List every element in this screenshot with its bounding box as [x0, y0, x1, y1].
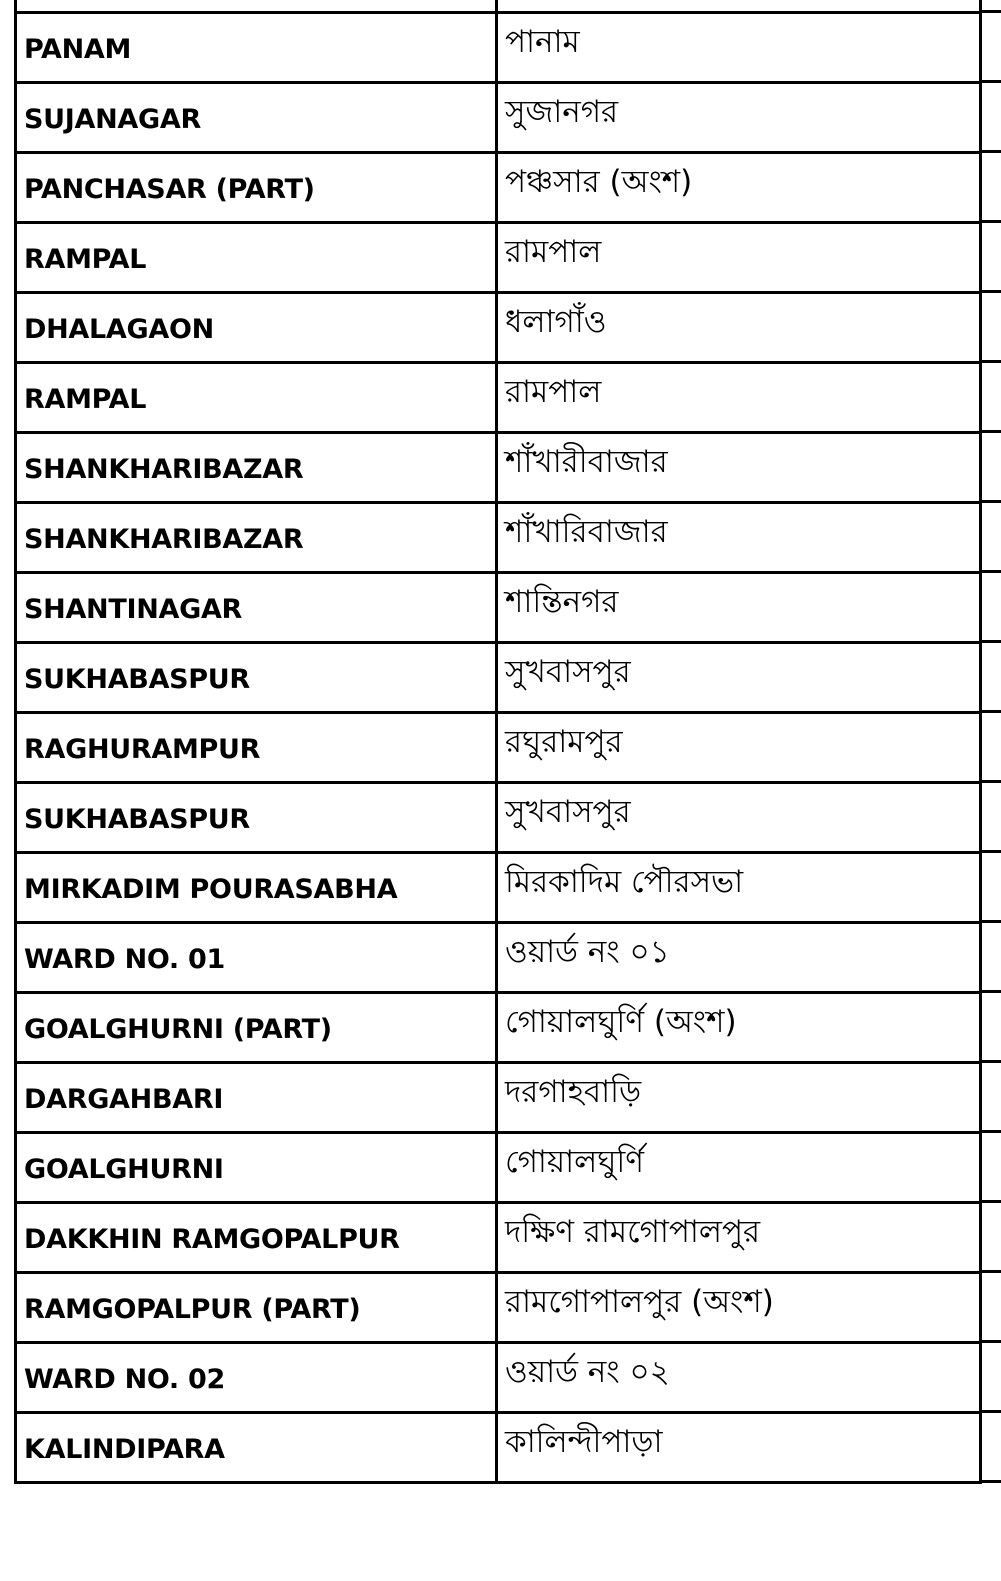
adjacent-column-rule: [979, 500, 1001, 503]
bengali-place-name-cell: ধলাগাঁও: [497, 293, 981, 363]
table-row: [16, 223, 981, 293]
table-row: [16, 783, 981, 853]
adjacent-column-rule: [979, 570, 1001, 573]
english-place-name-cell: RAGHURAMPUR: [16, 713, 497, 783]
english-place-name-cell: SUJANAGAR: [16, 83, 497, 153]
bengali-place-name-cell: পানাম: [497, 13, 981, 83]
english-place-name-cell: GOALGHURNI (PART): [16, 993, 497, 1063]
table-row: [16, 643, 981, 713]
english-place-name-cell: [16, 0, 497, 13]
adjacent-column-rule: [979, 1340, 1001, 1343]
table-row: [16, 1343, 981, 1413]
adjacent-column-rule: [979, 430, 1001, 433]
bengali-place-name-cell: গোয়ালঘুর্ণি: [497, 1133, 981, 1203]
adjacent-column-rule: [979, 1410, 1001, 1413]
english-place-name-cell: MIRKADIM POURASABHA: [16, 853, 497, 923]
adjacent-column-rule: [979, 850, 1001, 853]
adjacent-column-rule: [979, 220, 1001, 223]
english-place-name-cell: SUKHABASPUR: [16, 643, 497, 713]
bengali-place-name-cell: কালিন্দীপাড়া: [497, 1413, 981, 1483]
bengali-place-name-cell: রামপাল: [497, 363, 981, 433]
english-place-name-cell: RAMPAL: [16, 363, 497, 433]
bengali-place-name-cell: গোয়ালঘুর্ণি (অংশ): [497, 993, 981, 1063]
adjacent-column-rule: [979, 780, 1001, 783]
english-place-name-cell: SUKHABASPUR: [16, 783, 497, 853]
bengali-place-name-cell: শাঁখারীবাজার: [497, 433, 981, 503]
adjacent-column-rule: [979, 290, 1001, 293]
adjacent-column-rule: [979, 1480, 1001, 1483]
adjacent-column-rule: [979, 10, 1001, 13]
bengali-place-name-cell: দক্ষিণ রামগোপালপুর: [497, 1203, 981, 1273]
adjacent-column-rule: [979, 1130, 1001, 1133]
bengali-place-name-cell: ওয়ার্ড নং ০১: [497, 923, 981, 993]
table-row: [16, 1063, 981, 1133]
table-row: [16, 1203, 981, 1273]
table-row: [16, 1413, 981, 1483]
english-place-name-cell: GOALGHURNI: [16, 1133, 497, 1203]
bengali-place-name-cell: সুজানগর: [497, 83, 981, 153]
place-name-table: [14, 0, 982, 1484]
english-place-name-cell: DARGAHBARI: [16, 1063, 497, 1133]
english-place-name-cell: DHALAGAON: [16, 293, 497, 363]
english-place-name-cell: RAMGOPALPUR (PART): [16, 1273, 497, 1343]
bengali-place-name-cell: [497, 0, 981, 13]
bengali-place-name-cell: রামগোপালপুর (অংশ): [497, 1273, 981, 1343]
english-place-name-cell: SHANTINAGAR: [16, 573, 497, 643]
english-place-name-cell: PANCHASAR (PART): [16, 153, 497, 223]
english-place-name-cell: WARD NO. 01: [16, 923, 497, 993]
adjacent-column-rule: [979, 150, 1001, 153]
bengali-place-name-cell: শান্তিনগর: [497, 573, 981, 643]
bengali-place-name-cell: রামপাল: [497, 223, 981, 293]
bengali-place-name-cell: মিরকাদিম পৌরসভা: [497, 853, 981, 923]
table-row: [16, 293, 981, 363]
table-row: [16, 0, 981, 13]
table-row: [16, 503, 981, 573]
table-row: [16, 1273, 981, 1343]
table-row: [16, 923, 981, 993]
adjacent-column-rule: [979, 80, 1001, 83]
adjacent-column-rule: [979, 1060, 1001, 1063]
bengali-place-name-cell: শাঁখারিবাজার: [497, 503, 981, 573]
adjacent-column-rule: [979, 990, 1001, 993]
bengali-place-name-cell: ওয়ার্ড নং ০২: [497, 1343, 981, 1413]
english-place-name-cell: DAKKHIN RAMGOPALPUR: [16, 1203, 497, 1273]
bengali-place-name-cell: দরগাহবাড়ি: [497, 1063, 981, 1133]
adjacent-column-rule: [979, 1270, 1001, 1273]
table-row: [16, 83, 981, 153]
table-row: [16, 573, 981, 643]
english-place-name-cell: SHANKHARIBAZAR: [16, 433, 497, 503]
adjacent-column-rule: [979, 920, 1001, 923]
adjacent-column-rule: [979, 640, 1001, 643]
english-place-name-cell: RAMPAL: [16, 223, 497, 293]
bengali-place-name-cell: সুখবাসপুর: [497, 783, 981, 853]
english-place-name-cell: KALINDIPARA: [16, 1413, 497, 1483]
english-place-name-cell: WARD NO. 02: [16, 1343, 497, 1413]
adjacent-column-rule: [979, 360, 1001, 363]
table-row: [16, 433, 981, 503]
table-row: [16, 853, 981, 923]
table-row: [16, 713, 981, 783]
table-row: [16, 13, 981, 83]
table-row: [16, 153, 981, 223]
bengali-place-name-cell: রঘুরামপুর: [497, 713, 981, 783]
table-row: [16, 363, 981, 433]
bengali-place-name-cell: সুখবাসপুর: [497, 643, 981, 713]
english-place-name-cell: PANAM: [16, 13, 497, 83]
adjacent-column-rule: [979, 710, 1001, 713]
adjacent-column-rule: [979, 1200, 1001, 1203]
place-name-table-body: [16, 0, 981, 1483]
english-place-name-cell: SHANKHARIBAZAR: [16, 503, 497, 573]
bengali-place-name-cell: পঞ্চসার (অংশ): [497, 153, 981, 223]
table-row: [16, 1133, 981, 1203]
table-row: [16, 993, 981, 1063]
